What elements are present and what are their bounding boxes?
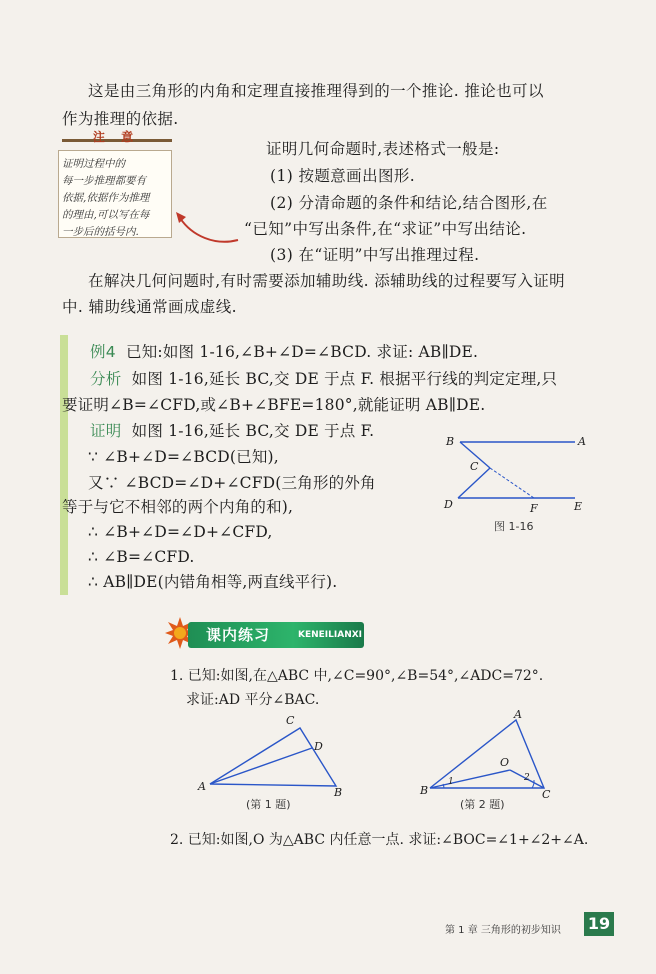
figure-q2-caption: (第 2 题) (460, 798, 505, 811)
format-step-2b: “已知”中写出条件,在“求证”中写出结论. (244, 220, 527, 238)
question-1-line-1: 1. 已知:如图,在△ABC 中,∠C=90°,∠B=54°,∠ADC=72°. (170, 668, 544, 684)
aux-line-2: 中. 辅助线通常画成虚线. (62, 298, 237, 316)
proof-line-1 (90, 418, 374, 445)
intro-line-2: 作为推理的依据. (62, 110, 179, 128)
analysis-text-2: 要证明∠B=∠CFD,或∠B+∠BFE=180°,就能证明 AB∥DE. (62, 396, 486, 414)
point-label-c: C (542, 788, 551, 800)
exercise-subtitle: KENEILIANXI (298, 630, 363, 640)
question-2: 2. 已知:如图,O 为△ABC 内任意一点. 求证:∠BOC=∠1+∠2+∠A. (170, 832, 589, 848)
example-statement-line (90, 339, 478, 366)
point-label-b: B (334, 786, 343, 798)
point-label-a: A (578, 435, 586, 448)
point-label-b: B (446, 435, 455, 448)
figure-1-16 (440, 430, 590, 530)
note-line: 证明过程中的 (62, 158, 125, 170)
point-label-e: E (574, 500, 583, 513)
format-step-2a: (2) 分清命题的条件和结论,结合图形,在 (270, 194, 548, 212)
figure-1-16-caption: 图 1-16 (494, 520, 534, 533)
point-label-a: A (198, 780, 206, 793)
analysis-line-1 (90, 366, 557, 393)
proof-step: 等于与它不相邻的两个内角的和), (62, 498, 294, 516)
format-step-3: (3) 在“证明”中写出推理过程. (270, 246, 480, 264)
proof-step: ∵ ∠B+∠D=∠BCD(已知), (88, 448, 279, 466)
note-title: 注 意 (92, 130, 140, 144)
point-label-f: F (530, 502, 538, 515)
angle-label-1: 1 (448, 777, 454, 787)
proof-text-1: 如图 1-16,延长 BC,交 DE 于点 F. (131, 422, 375, 440)
point-label-d: D (314, 740, 323, 753)
note-line: 的理由,可以写在每 (62, 209, 150, 221)
segment-ad (210, 748, 312, 784)
proof-step: ∴ ∠B=∠CFD. (88, 548, 195, 566)
note-line: 一步后的括号内. (62, 226, 139, 238)
angle-label-2: 2 (524, 773, 530, 783)
aux-line-1: 在解决几何问题时,有时需要添加辅助线. 添辅助线的过程要写入证明 (88, 272, 566, 290)
point-label-b: B (420, 784, 429, 797)
example-bar (60, 335, 68, 595)
figure-q2 (418, 708, 554, 800)
figure-q1-caption: (第 1 题) (246, 798, 291, 811)
point-label-c: C (470, 460, 479, 473)
note-line: 每一步推理都要有 (62, 175, 146, 187)
question-1-line-2: 求证:AD 平分∠BAC. (186, 692, 320, 708)
proof-step: ∴ ∠B+∠D=∠D+∠CFD, (88, 523, 273, 541)
format-step-1: (1) 按题意画出图形. (270, 167, 416, 185)
point-label-a: A (514, 708, 522, 721)
proof-step: ∴ AB∥DE(内错角相等,两直线平行). (88, 573, 338, 591)
analysis-label: 分析 (90, 370, 122, 388)
point-label-c: C (286, 714, 295, 727)
example-statement: 已知:如图 1-16,∠B+∠D=∠BCD. 求证: AB∥DE. (126, 343, 479, 361)
intro-line-1: 这是由三角形的内角和定理直接推理得到的一个推论. 推论也可以 (88, 82, 544, 100)
note-line: 依据,依据作为推理 (62, 192, 150, 204)
exercise-title: 课内练习 (206, 626, 271, 644)
proof-step: 又∵ ∠BCD=∠D+∠CFD(三角形的外角 (88, 474, 376, 492)
curved-arrow-icon (170, 200, 240, 250)
point-label-d: D (444, 498, 453, 511)
page-number: 19 (584, 912, 614, 936)
proof-label: 证明 (90, 422, 122, 440)
line-cf-dashed (490, 468, 534, 498)
figure-q1 (196, 708, 356, 798)
analysis-text-1: 如图 1-16,延长 BC,交 DE 于点 F. 根据平行线的判定定理,只 (131, 370, 558, 388)
format-lead: 证明几何命题时,表述格式一般是: (266, 140, 500, 158)
example-label: 例4 (90, 343, 116, 361)
chapter-footer: 第 1 章 三角形的初步知识 (445, 925, 561, 936)
point-label-o: O (500, 756, 510, 769)
note-text (62, 156, 168, 241)
